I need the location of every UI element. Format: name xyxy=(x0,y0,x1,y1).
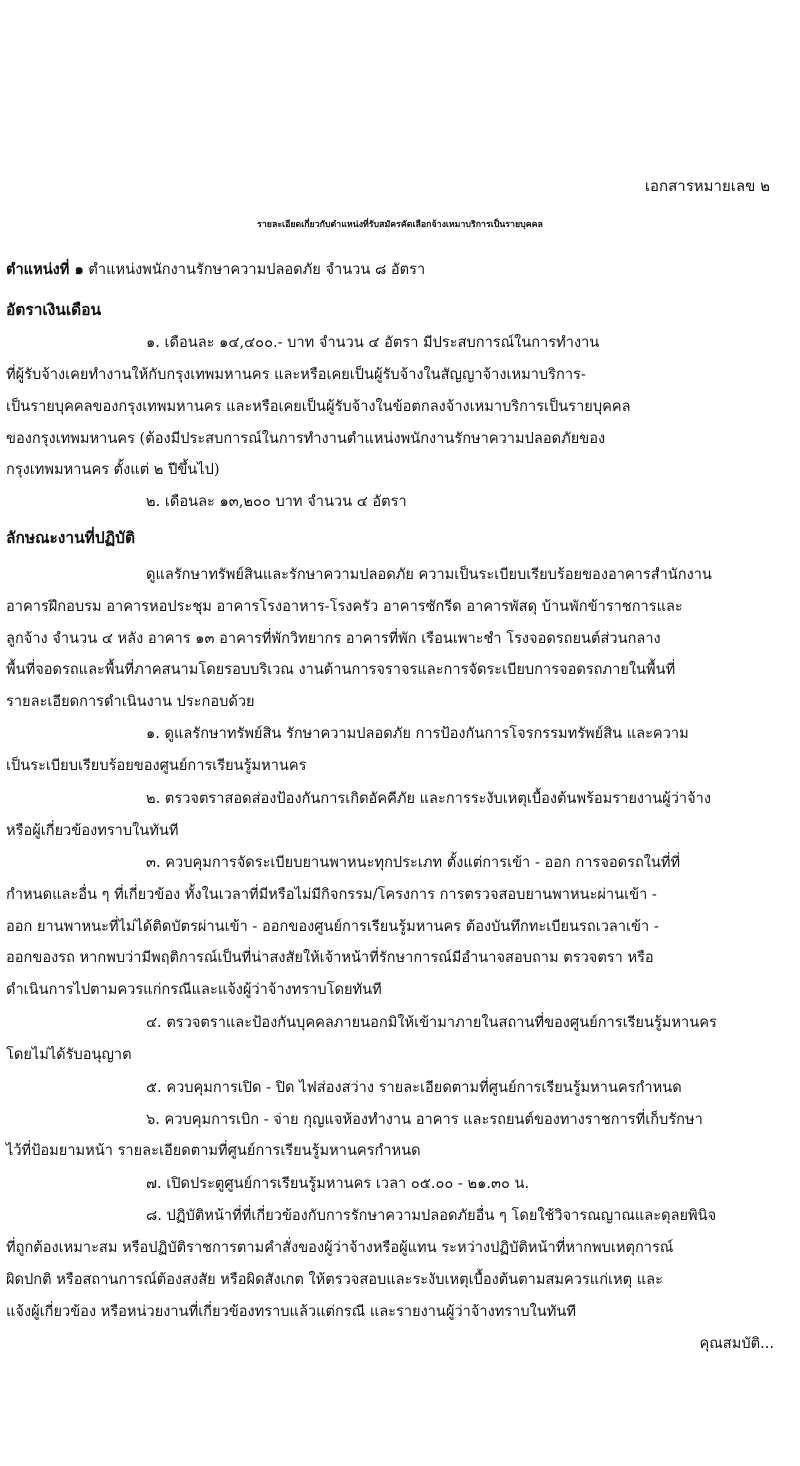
duties-line: กำหนดและอื่น ๆ ที่เกี่ยวข้อง ทั้งในเวลาที่มีหรือไม่มีกิจกรรม/โครงการ การตรวจสอบยานพาหนะผ่านเข้า - xyxy=(6,886,657,903)
duties-line: ๗. เปิดประตูศูนย์การเรียนรู้มหานคร เวลา ๐๕.๐๐ - ๒๑.๓๐ น. xyxy=(146,1175,530,1192)
duties-line: เป็นระเบียบเรียบร้อยของศูนย์การเรียนรู้มหานคร xyxy=(6,757,307,774)
duties-line: อาคารฝึกอบรม อาคารหอประชุม อาคารโรงอาหาร-โรงครัว อาคารซักรีด อาคารพัสดุ บ้านพักข้าราชการและ xyxy=(6,598,683,615)
duties-line: ๒. ตรวจตราสอดส่องป้องกันการเกิดอัคคีภัย และการระงับเหตุเบื้องต้นพร้อมรายงานผู้ว่าจ้าง xyxy=(146,790,711,807)
duties-line: ผิดปกติ หรือสถานการณ์ต้องสงสัย หรือผิดสังเกต ให้ตรวจสอบและระงับเหตุเบื้องต้นตามสมควรแก่เหตุ และ xyxy=(6,1271,663,1288)
duties-line: ๑. ดูแลรักษาทรัพย์สิน รักษาความปลอดภัย การป้องกันการโจรกรรมทรัพย์สิน และความ xyxy=(146,725,689,742)
salary-line: ของกรุงเทพมหานคร (ต้องมีประสบการณ์ในการทำงานตำแหน่งพนักงานรักษาความปลอดภัยของ xyxy=(6,430,606,447)
duties-line: ลูกจ้าง จำนวน ๔ หลัง อาคาร ๑๓ อาคารที่พักวิทยากร อาคารที่พัก เรือนเพาะชำ โรงจอดรถยนต์ส่วนกลาง xyxy=(6,630,661,647)
salary-line: ที่ผู้รับจ้างเคยทำงานให้กับกรุงเทพมหานคร และหรือเคยเป็นผู้รับจ้างในสัญญาจ้างเหมาบริการ- xyxy=(6,366,586,383)
position-label: ตำแหน่งที่ ๑ xyxy=(6,261,84,278)
duties-line: หรือผู้เกี่ยวข้องทราบในทันที xyxy=(6,822,179,839)
duties-line: ออก ยานพาหนะที่ไม่ได้ติดบัตรผ่านเข้า - ออกของศูนย์การเรียนรู้มหานคร ต้องบันทึกทะเบียนรถเวลาเข้า - xyxy=(6,918,659,935)
duties-line: ๘. ปฏิบัติหน้าที่ที่เกี่ยวข้องกับการรักษาความปลอดภัยอื่น ๆ โดยใช้วิจารณญาณและดุลยพินิจ xyxy=(146,1207,717,1224)
duties-line: โดยไม่ได้รับอนุญาต xyxy=(6,1046,132,1063)
document-number: เอกสารหมายเลข ๒ xyxy=(644,177,770,195)
salary-heading: อัตราเงินเดือน xyxy=(6,300,102,319)
salary-line: เป็นรายบุคคลของกรุงเทพมหานคร และหรือเคยเป็นผู้รับจ้างในข้อตกลงจ้างเหมาบริการเป็นรายบุคคล xyxy=(6,398,631,415)
duties-heading: ลักษณะงานที่ปฏิบัติ xyxy=(6,528,136,547)
duties-line: ออกของรถ หากพบว่ามีพฤติการณ์เป็นที่น่าสงสัยให้เจ้าหน้าที่รักษาการณ์มีอำนาจสอบถาม ตรวจตรา หรือ xyxy=(6,949,654,966)
duties-line: ๖. ควบคุมการเบิก - จ่าย กุญแจห้องทำงาน อาคาร และรถยนต์ของทางราชการที่เก็บรักษา xyxy=(146,1111,703,1128)
position-line xyxy=(6,260,425,280)
duties-line: ไว้ที่ป้อมยามหน้า รายละเอียดตามที่ศูนย์การเรียนรู้มหานครกำหนด xyxy=(6,1142,421,1159)
duties-line: ๓. ควบคุมการจัดระเบียบยานพาหนะทุกประเภท ตั้งแต่การเข้า - ออก การจอดรถในที่ที่ xyxy=(146,854,681,871)
salary-line: ๒. เดือนละ ๑๓,๒๐๐ บาท จำนวน ๔ อัตรา xyxy=(146,493,407,510)
duties-line: ดำเนินการไปตามควรแก่กรณีและแจ้งผู้ว่าจ้างทราบโดยทันที xyxy=(6,981,382,998)
duties-line: พื้นที่จอดรถและพื้นที่ภาคสนามโดยรอบบริเวณ งานด้านการจราจรและการจัดระเบียบการจอดรถภายในพื้นที่ xyxy=(6,661,676,678)
duties-line: แจ้งผู้เกี่ยวข้อง หรือหน่วยงานที่เกี่ยวข้องทราบแล้วแต่กรณี และรายงานผู้ว่าจ้างทราบในทันที xyxy=(6,1303,576,1320)
continuation-text: คุณสมบัติ... xyxy=(699,1335,774,1352)
salary-line: ๑. เดือนละ ๑๔,๔๐๐.- บาท จำนวน ๔ อัตรา มีประสบการณ์ในการทำงาน xyxy=(146,334,600,351)
duties-line: ๕. ควบคุมการเปิด - ปิด ไฟส่องสว่าง รายละเอียดตามที่ศูนย์การเรียนรู้มหานครกำหนด xyxy=(146,1079,682,1096)
duties-line: ดูแลรักษาทรัพย์สินและรักษาความปลอดภัย ความเป็นระเบียบเรียบร้อยของอาคารสำนักงาน xyxy=(146,566,712,583)
duties-line: ที่ถูกต้องเหมาะสม หรือปฏิบัติราชการตามคำสั่งของผู้ว่าจ้างหรือผู้แทน ระหว่างปฏิบัติหน้าที่หากพบเหตุการณ์ xyxy=(6,1239,674,1256)
salary-line: กรุงเทพมหานคร ตั้งแต่ ๒ ปีขึ้นไป) xyxy=(6,461,220,478)
position-text: ตำแหน่งพนักงานรักษาความปลอดภัย จำนวน ๘ อัตรา xyxy=(88,261,426,278)
document-title: รายละเอียดเกี่ยวกับตำแหน่งที่รับสมัครคัดเลือกจ้างเหมาบริการเป็นรายบุคคล xyxy=(257,220,543,230)
duties-line: รายละเอียดการดำเนินงาน ประกอบด้วย xyxy=(6,693,255,710)
duties-line: ๔. ตรวจตราและป้องกันบุคคลภายนอกมิให้เข้ามาภายในสถานที่ของศูนย์การเรียนรู้มหานคร xyxy=(146,1014,717,1031)
